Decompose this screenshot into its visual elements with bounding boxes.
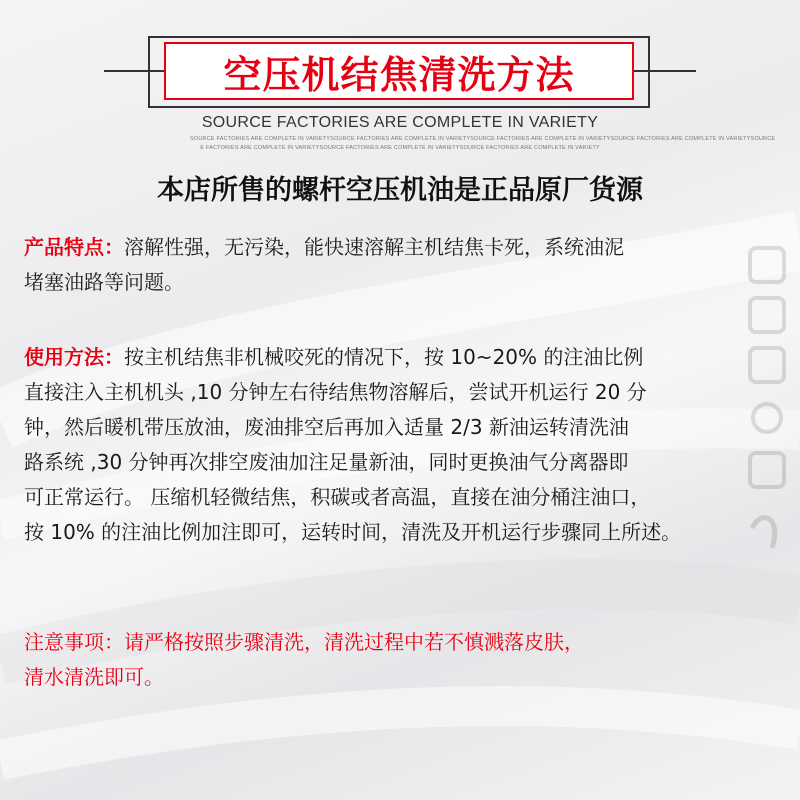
title-line-left [104,70,164,72]
features-text-1: 溶解性强，无污染，能快速溶解主机结焦卡死，系统油泥 [124,235,624,259]
page-title: 空压机结焦清洗方法 [223,52,575,97]
usage-line-2: 直接注入主机机头 ,10 分钟左右待结焦物溶解后，尝试开机运行 20 分 [24,380,647,404]
usage-label: 使用方法： [24,345,124,369]
notice-line-2: 清水清洗即可。 [24,665,164,689]
notice-section [24,625,784,695]
usage-text-1: 按主机结焦非机械咬死的情况下，按 10~20% 的注油比例 [124,345,644,369]
title-box [164,42,634,100]
micro-text-line-2: E FACTORIES ARE COMPLETE IN VARIETYSOURCE FACTORIES ARE COMPLETE IN VARIETYSOURCE FACTORIES ARE COMPLETE IN VARIETY [200,145,600,151]
usage-line-6: 按 10% 的注油比例加注即可，运转时间，清洗及开机运行步骤同上所述。 [24,520,682,544]
features-section [24,230,784,300]
usage-line-5: 可正常运行。 压缩机轻微结焦，积碳或者高温，直接在油分桶注油口， [24,485,651,509]
usage-line-1 [24,340,784,375]
features-label: 产品特点： [24,235,124,259]
usage-line-4: 路系统 ,30 分钟再次排空废油加注足量新油，同时更换油气分离器即 [24,450,629,474]
notice-line-1: 注意事项：请严格按照步骤清洗，清洗过程中若不慎溅落皮肤， [24,630,584,654]
headline: 本店所售的螺杆空压机油是正品原厂货源 [157,175,643,206]
usage-section [24,340,784,550]
subtitle: SOURCE FACTORIES ARE COMPLETE IN VARIETY [201,114,599,131]
usage-line-3: 钟，然后暖机带压放油，废油排空后再加入适量 2/3 新油运转清洗油 [24,415,629,439]
features-line-1 [24,230,784,265]
micro-text-line-1: SOURCE FACTORIES ARE COMPLETE IN VARIETYSOURCE FACTORIES ARE COMPLETE IN VARIETYSOURCE FACTORIES ARE COMPLETE IN VARIETYSOURCE FACTORIES ARE COMPLETE IN VARIETYSOURCE [190,136,776,142]
features-line-2: 堵塞油路等问题。 [24,270,184,294]
title-line-right [634,70,696,72]
